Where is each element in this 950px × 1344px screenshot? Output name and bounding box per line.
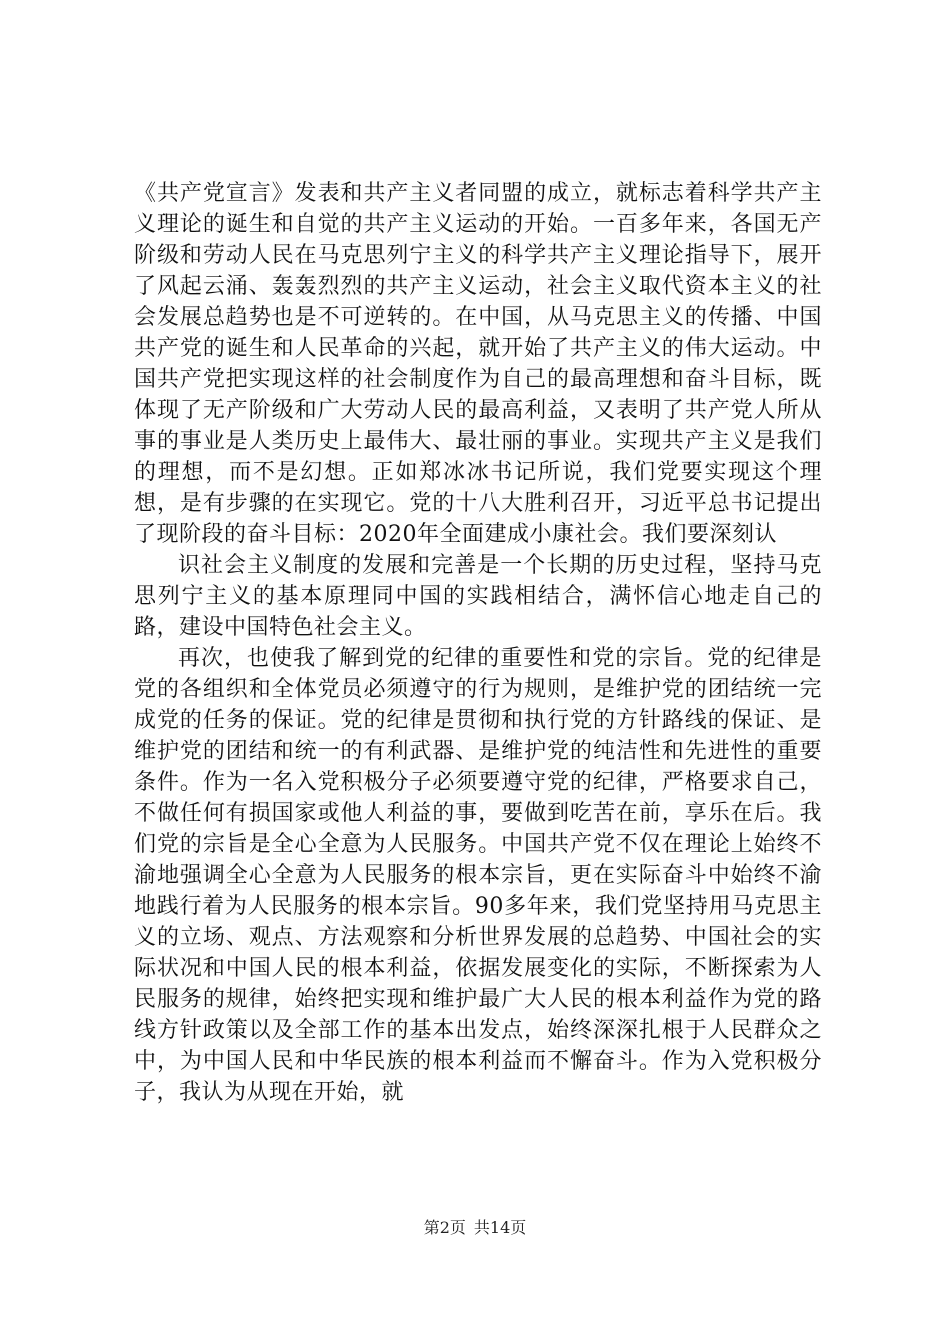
paragraph-3: 再次，也使我了解到党的纪律的重要性和党的宗旨。党的纪律是党的各组织和全体党员必须遵守的行为规则，是维护党的团结统一完成党的任务的保证。党的纪律是贯彻和执行党的方针路线的保证、是维护党的团结和统一的有利武器、是维护党的纯洁性和先进性的重要条件。作为一名入党积极分子必须要遵守党的纪律，严格要求自己，不做任何有损国家或他人利益的事，要做到吃苦在前，享乐在后。我们党的宗旨是全心全意为人民服务。中国共产党不仅在理论上始终不渝地强调全心全意为人民服务的根本宗旨，更在实际奋斗中始终不渝地践行着为人民服务的根本宗旨。90多年来，我们党坚持用马克思主义的立场、观点、方法观察和分析世界发展的总趋势、中国社会的实际状况和中国人民的根本利益，依据发展变化的实际，不断探索为人民服务的规律，始终把实现和维护最广大人民的根本利益作为党的路线方针政策以及全部工作的基本出发点，始终深深扎根于人民群众之中，为中国人民和中华民族的根本利益而不懈奋斗。作为入党积极分子，我认为从现在开始，就: [134, 646, 822, 1105]
paragraph-2: 识社会主义制度的发展和完善是一个长期的历史过程，坚持马克思列宁主义的基本原理同中国的实践相结合，满怀信心地走自己的路，建设中国特色社会主义。: [134, 553, 822, 640]
paragraph-1: 《共产党宣言》发表和共产主义者同盟的成立，就标志着科学共产主义理论的诞生和自觉的共产主义运动的开始。一百多年来，各国无产阶级和劳动人民在马克思列宁主义的科学共产主义理论指导下，展开了风起云涌、轰轰烈烈的共产主义运动，社会主义取代资本主义的社会发展总趋势也是不可逆转的。在中国，从马克思主义的传播、中国共产党的诞生和人民革命的兴起，就开始了共产主义的伟大运动。中国共产党把实现这样的社会制度作为自己的最高理想和奋斗目标，既体现了无产阶级和广大劳动人民的最高利益，又表明了共产党人所从事的事业是人类历史上最伟大、最壮丽的事业。实现共产主义是我们的理想，而不是幻想。正如郑冰冰书记所说，我们党要实现这个理想，是有步骤的在实现它。党的十八大胜利召开，习近平总书记提出了现阶段的奋斗目标：2020年全面建成小康社会。我们要深刻认: [134, 181, 822, 547]
page-total: 共14页: [473, 1218, 527, 1237]
page-number: 第2页: [423, 1218, 466, 1237]
document-body: [134, 178, 822, 1108]
page-footer: [0, 1218, 950, 1238]
